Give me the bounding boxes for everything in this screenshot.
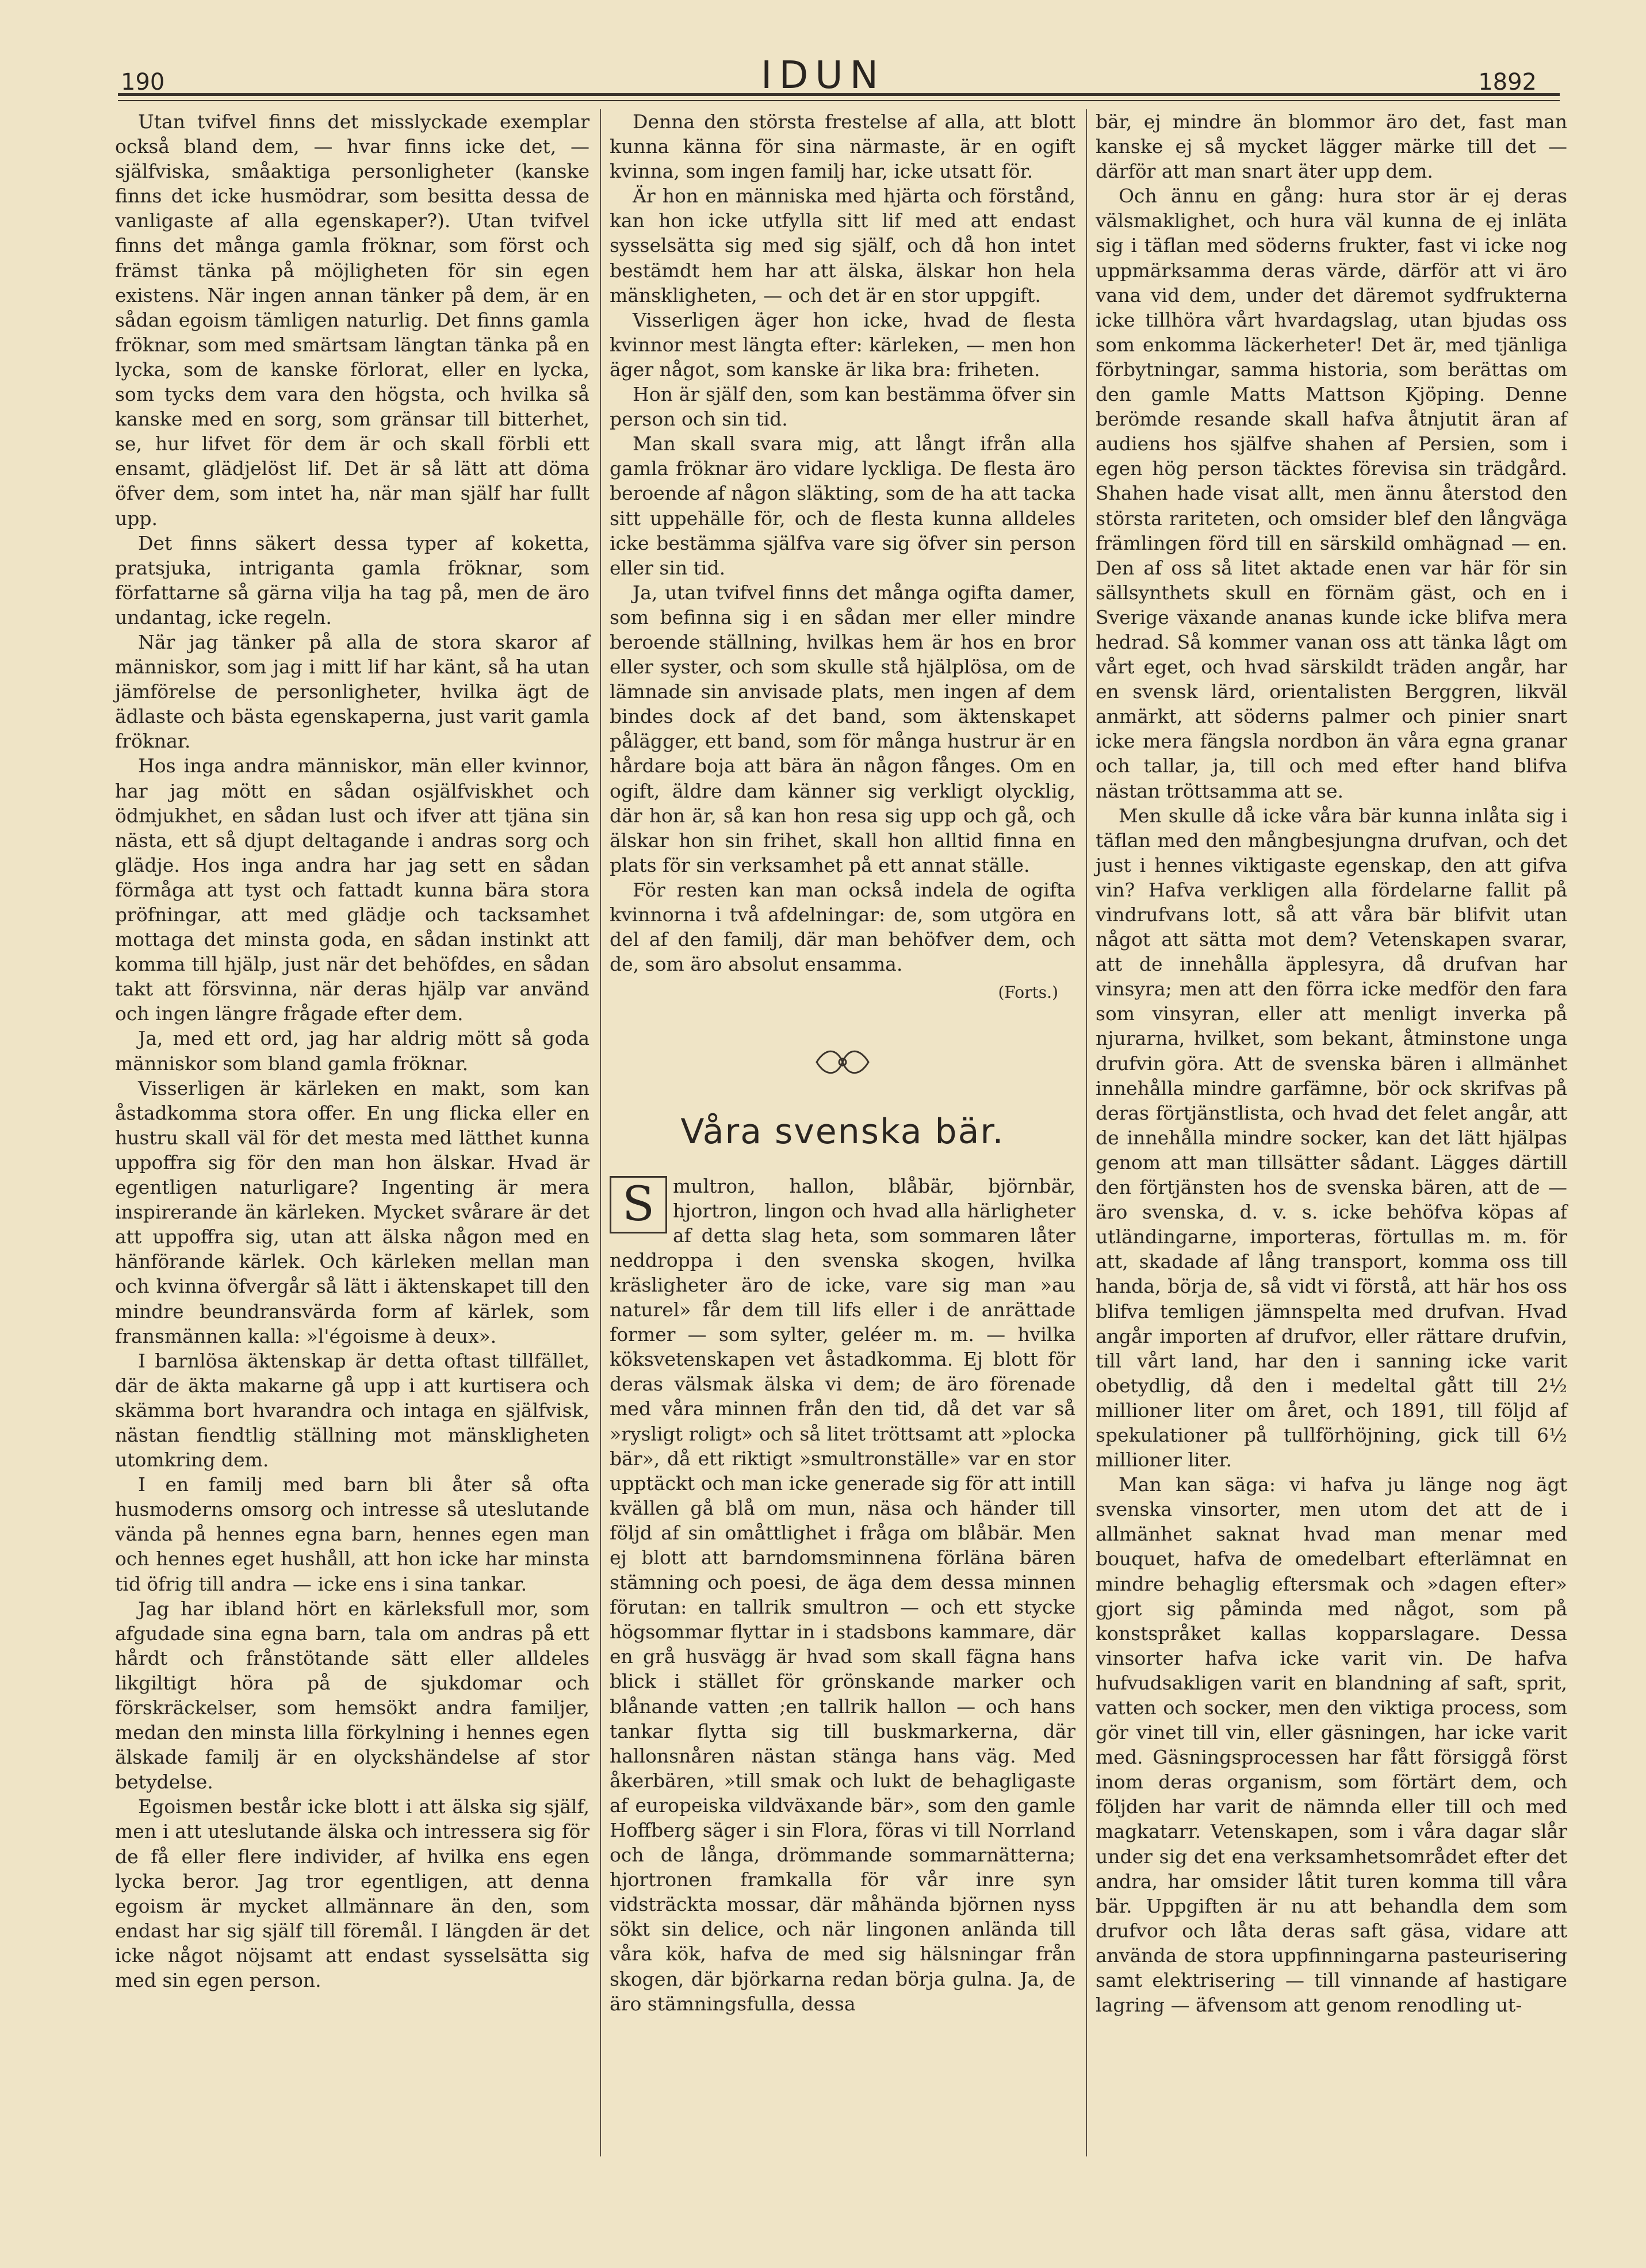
paragraph: I barnlösa äktenskap är detta oftast tillfället, där de äkta makarne gå upp i att kurtisera och skämma bort hvarandra och intaga en själfvisk, nästan fiendtlig ställning mot mänskligheten utomkring dem. xyxy=(115,1349,590,1472)
paragraph: Man kan säga: vi hafva ju länge nog ägt svenska vinsorter, men utom det att de i allmänhet saknat hvad man menar med bouquet, hafva de omedelbart efterlämnat en mindre behaglig eftersmak och »dagen efter» gjort sig påminda med något, som på konstspråket kallas kopparslagare. Dessa vinsorter hafva icke varit vin. De hafva hufvudsakligen varit en blandning af saft, sprit, vatten och socker, men den viktiga process, som gör vinet till vin, eller gäsningen, har icke varit med. Gäsningsprocessen har fått försiggå först inom deras organism, som förtärt dem, och följden har varit de nämnda eller till och med magkatarr. Vetenskapen, som i våra dagar slår under sig det ena verksamhetsområdet efter det andra, har omsider låtit turen komma till våra bär. Uppgiften är nu att behandla dem som drufvor och låta deras saft gäsa, vidare att använda de stora uppfinningarna pasteurisering samt elektrisering — till vinnande af hastigare lagring — äfvensom att genom renodling ut- xyxy=(1096,1473,1567,2017)
paragraph: Denna den största frestelse af alla, att blott kunna känna för sina närmaste, är en ogift kvinna, som ingen familj har, icke utsatt för. xyxy=(610,110,1075,183)
continued-note: (Forts.) xyxy=(998,983,1058,1002)
paragraph: Hon är själf den, som kan bestämma öfver sin person och sin tid. xyxy=(610,383,1075,431)
paragraph: Hos inga andra människor, män eller kvinnor, har jag mött en sådan osjälfviskhet och ödmjukhet, en sådan lust och ifver att tjäna sin nästa, ett så djupt deltagande i andras sorg och glädje. Hos inga andra har jag sett en sådan förmåga att tyst och fattadt kunna bära stora pröfningar, att med glädje och tacksamhet mottaga det minsta goda, en sådan instinkt att komma till hjälp, just när det behöfdes, en sådan takt att försvinna, när deras hjälp var använd och ingen längre frågade efter dem. xyxy=(115,754,590,1025)
ornament-icon xyxy=(610,1045,1075,1085)
paragraph: Är hon en människa med hjärta och förstånd, kan hon icke utfylla sitt lif med att endast sysselsätta sig med sig själf, och då hon intet bestämdt hem har att älska, älskar hon hela mänskligheten, — och det är en stor uppgift. xyxy=(610,185,1075,307)
column-1 xyxy=(115,109,590,1993)
paragraph: Det finns säkert dessa typer af koketta, pratsjuka, intriganta gamla fröknar, som författarne så gärna vilja ha tag på, men de äro undantag, icke regeln. xyxy=(115,531,590,629)
column-divider xyxy=(1086,109,1087,2156)
paragraph: Och ännu en gång: hura stor är ej deras välsmaklighet, och hura väl kunna de ej inläta sig i täflan med söderns frukter, fast vi icke nog uppmärksamma deras värde, därför att vi äro vana vid dem, under det däremot sydfrukterna icke tillhöra vårt hvardagslag, utan bjudas oss som enkomma läckerheter! Det är, med tjänliga förbytningar, samma historia, som berättas om den gamle Matts Mattson Kjöping. Denne berömde resande skall hafva åtnjutit äran af audiens hos själfve shahen af Persien, som i egen hög person täcktes förevisa sin trädgård. Shahen hade visat allt, men ännu återstod den största rariteten, och omsider blef den långväga främlingen förd till en särskild omhägnad — en. Den af oss så litet aktade enen var här för sin sällsynthets skull en förnäm gäst, och en i Sverige växande ananas kunde icke blifva mera hedrad. Så kommer vanan oss att tänka lågt om vårt eget, och hvad särskildt träden angår, har en svensk lärd, orientalisten Berggren, likväl anmärkt, att söderns palmer och pinier snart icke mera fängsla nordbon än våra egna granar och tallar, ja, till och med efter hand blifva nästan tröttsamma att se. xyxy=(1096,185,1567,802)
paragraph: Jag har ibland hört en kärleksfull mor, som afgudade sina egna barn, tala om andras på ett hårdt och frånstötande sätt eller alldeles likgiltigt höra på de sjukdomar och förskräckelser, som hemsökt andra familjer, medan den minsta lilla förkylning i hennes egen älskade familj är en olyckshändelse af stor betydelse. xyxy=(115,1597,590,1794)
article-lead-paragraph xyxy=(610,1174,1075,2016)
header-rule-thick xyxy=(118,93,1560,96)
paragraph: Ja, utan tvifvel finns det många ogifta damer, som befinna sig i en sådan mer eller mindre beroende ställning, hvilkas hem är hos en bror eller syster, och som skulle stå hjälplösa, om de lämnade sin anvisade plats, men ingen af dem bindes dock af det band, som äktenskapet pålägger, ett band, som för många hustrur är en hårdare boja att bära än någon fånges. Om en ogift, äldre dam känner sig verkligt olycklig, där hon är, så kan hon resa sig upp och gå, och älskar hon sin frihet, skall hon alltid finna en plats för sin verksamhet på ett annat ställe. xyxy=(610,581,1075,876)
header-rule-thin xyxy=(118,100,1560,101)
paragraph: Utan tvifvel finns det misslyckade exemplar också bland dem, — hvar finns icke det, — själfviska, småaktiga personligheter (kanske finns det icke husmödrar, som besitta dessa de vanligaste af alla egenskaper?). Utan tvifvel finns det många gamla fröknar, som först och främst tänka på möjligheten för sin egen existens. När ingen annan tänker på dem, är en sådan egoism tämligen naturlig. Det finns gamla fröknar, som med smärtsam längtan tänka på en lycka, som de kanske förlorat, eller en lycka, som tycks dem vara den högsta, och hvilka så kanske med en sorg, som gränsar till bitterhet, se, hur lifvet för dem är och skall förbli ett ensamt, glädjelöst lif. Det är så lätt att döma öfver dem, som intet ha, när man själf har fullt upp. xyxy=(115,110,590,530)
paragraph: Ja, med ett ord, jag har aldrig mött så goda människor som bland gamla fröknar. xyxy=(115,1027,590,1075)
paragraph: När jag tänker på alla de stora skaror af människor, som jag i mitt lif har känt, så ha utan jämförelse de personligheter, hvilka ägt de ädlaste och bästa egenskaperna, just varit gamla fröknar. xyxy=(115,630,590,753)
article-text: multron, hallon, blåbär, björnbär, hjortron, lingon och hvad alla härligheter af detta slag heta, som sommaren låter neddroppa i den svenska skogen, hvilka kräsligheter äro de icke, vare sig man »au naturel» får dem till lifs eller i de anrättade former — som sylter, geléer m. m. — hvilka köksvetenskapen vet åstadkomma. Ej blott för deras välsmak älska vi dem; de äro förenade med våra minnen från den tid, då det var så »rysligt roligt» och så litet tröttsamt att »plocka bär», då ett riktigt »smultronställe» var en stor upptäckt och man icke generade sig för att intill kvällen gå blå om mun, näsa och händer till följd af sin omåttlighet i fråga om blåbär. Men ej blott att barndomsminnena förläna bären stämning och poesi, de äga dem dessa minnen förutan: en tallrik smultron — och ett stycke högsommar flyttar in i stadsbons kammare, där en grå husvägg är hvad som skall fägna hans blick i stället för grönskande marker och blånande vatten ;en tallrik hallon — och hans tankar flytta sig till buskmarkerna, där hallonsnåren nästan stänga hans väg. Med åkerbären, »till smak och lukt de behagligaste af europeiska vildväxande bär», som den gamle Hoffberg säger i sin Flora, föras vi till Norrland och de långa, drömmande sommarnätterna; hjortronen framkalla för vår inre syn vidsträckta mossar, där måhända björnen nyss sökt sin delice, och när lingonen anlända till våra kök, hafva de med sig hälsningar från skogen, där björkarna redan börja gulna. Ja, de äro stämningsfulla, dessa xyxy=(610,1174,1075,2015)
paragraph: För resten kan man också indela de ogifta kvinnorna i två afdelningar: de, som utgöra en del af den familj, där man behöfver dem, och de, som äro absolut ensamma. xyxy=(610,878,1075,976)
paragraph: Men skulle då icke våra bär kunna inlåta sig i täflan med den mångbesjungna drufvan, och det just i hennes viktigaste egenskap, den att gifva vin? Hafva verkligen alla fördelarne fallit på vindrufvans lott, så att våra bär blifvit utan något att sätta mot dem? Vetenskapen svarar, att de innehålla äpplesyra, då drufvan har vinsyra; men att den förra icke medför den fara som vinsyran, eller att menligt inverka på njurarna, hvilket, som bekant, åtminstone unga drufvin göra. Att de svenska bären i allmänhet innehålla mindre garfämne, bör ock skrifvas på deras förtjänstlista, och hvad det felet angår, att de innehålla mindre socker, kan det lätt hjälpas genom att man tillsätter sådant. Lägges därtill den förtjänsten hos de svenska bären, att de — äro svenska, d. v. s. icke behöfva köpas af utländingarne, importeras, förtullas m. m. för att, skadade af lång transport, komma oss till handa, börja de, så vidt vi förstå, att här hos oss blifva temligen jämnspelta med drufvan. Hvad angår importen af drufvor, eller rättare drufvin, till vårt land, har den i sanning icke varit obetydlig, då den i medeltal gått till 2½ millioner liter om året, och 1891, till följd af spekulationer på tullförhöjning, gick till 6½ millioner liter. xyxy=(1096,804,1567,1472)
column-2 xyxy=(610,109,1075,2016)
drop-cap: S xyxy=(610,1176,667,1233)
paragraph: bär, ej mindre än blommor äro det, fast man kanske ej så mycket lägger märke till det — därför att man snart äter upp dem. xyxy=(1096,110,1567,183)
paragraph: Visserligen äger hon icke, hvad de flesta kvinnor mest längta efter: kärleken, — men hon äger något, som kanske är lika bra: friheten. xyxy=(610,308,1075,381)
page-number: 190 xyxy=(121,69,165,95)
paragraph: I en familj med barn bli åter så ofta husmoderns omsorg och intresse så uteslutande vända på hennes egna barn, hennes egen man och hennes eget hushåll, att hon icke har minsta tid öfrig till andra — icke ens i sina tankar. xyxy=(115,1473,590,1595)
article-title: Våra svenska bär. xyxy=(680,1112,1005,1152)
page-header xyxy=(98,53,1548,97)
paragraph: Egoismen består icke blott i att älska sig själf, men i att uteslutande älska och intressera sig för de få eller flere individer, af hvilka ens egen lycka beror. Jag tror egentligen, att denna egoism är mycket allmännare än den, som endast har sig själf till föremål. I längden är det icke något nöjsamt att endast sysselsätta sig med sin egen person. xyxy=(115,1795,590,1992)
paragraph: Visserligen är kärleken en makt, som kan åstadkomma stora offer. En ung flicka eller en hustru skall väl för det mesta med lätthet kunna uppoffra sig för den man hon älskar. Hvad är egentligen naturligare? Ingenting är mera inspirerande än kärleken. Mycket svårare är det att uppoffra sig, utan att älska någon med en hänförande kärlek. Och kärleken mellan man och kvinna öfvergår så lätt i äktenskapet till den mindre beundransvärda form af kärlek, som fransmännen kalla: »l'égoisme à deux». xyxy=(115,1076,590,1347)
paragraph: Man skall svara mig, att långt ifrån alla gamla fröknar äro vidare lyckliga. De flesta äro beroende af någon släkting, som de ha att tacka sitt uppehälle för, och de flesta kunna alldeles icke bestämma själfva vare sig öfver sin person eller sin tid. xyxy=(610,432,1075,579)
page-year: 1892 xyxy=(1478,69,1537,95)
column-3 xyxy=(1096,109,1567,2017)
column-divider xyxy=(600,109,601,2156)
masthead-title: IDUN xyxy=(761,53,885,97)
